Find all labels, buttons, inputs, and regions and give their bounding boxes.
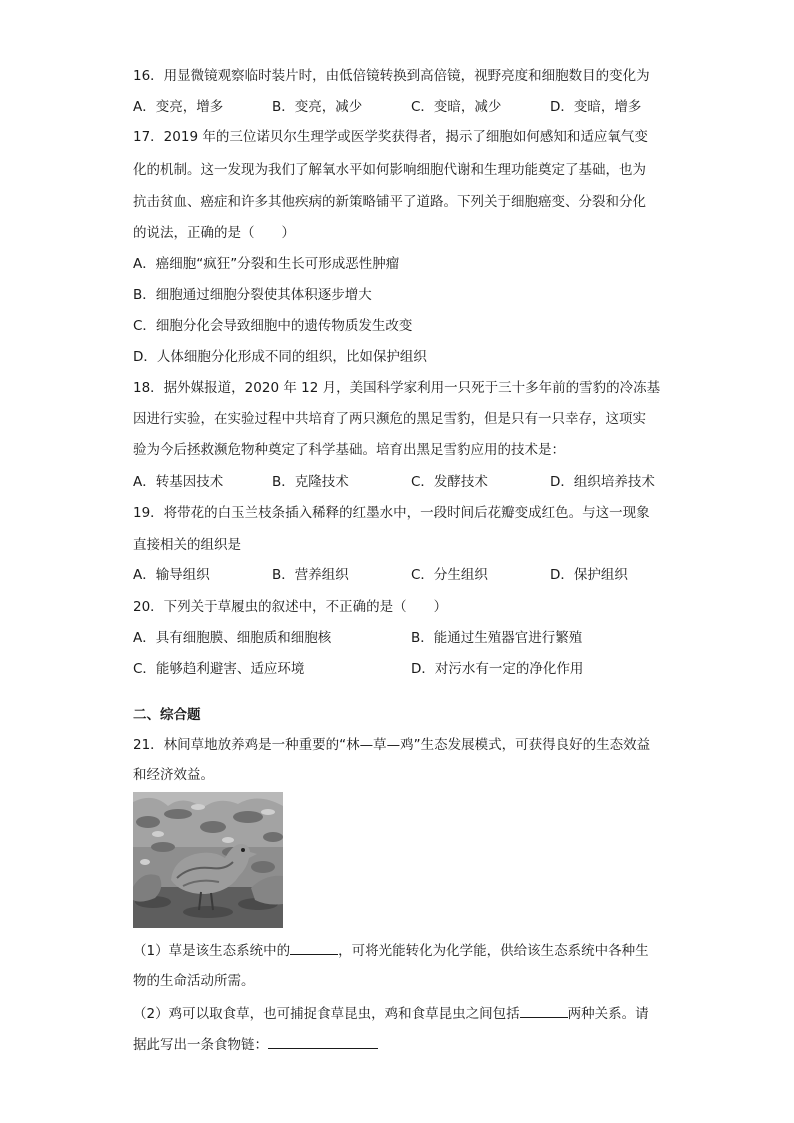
q20-option-a: A．具有细胞膜、细胞质和细胞核 (133, 630, 332, 646)
q17-option-d: D．人体细胞分化形成不同的组织，比如保护组织 (133, 349, 427, 365)
q17-option-c: C．细胞分化会导致细胞中的遗传物质发生改变 (133, 318, 413, 334)
q17-option-b: B．细胞通过细胞分裂使其体积逐步增大 (133, 287, 372, 303)
q18-option-d: D．组织培养技术 (550, 474, 655, 490)
q21-stem-line-1: 21．林间草地放养鸡是一种重要的“林—草—鸡”生态发展模式，可获得良好的生态效益 (133, 737, 651, 753)
q21-sub2-line2-text: 据此写出一条食物链： (133, 1037, 268, 1053)
q21-sub2-line-1 (133, 1003, 649, 1024)
q16-option-c: C．变暗，减少 (411, 99, 502, 115)
q20-stem: 20．下列关于草履虫的叙述中，不正确的是（ ） (133, 599, 448, 615)
q17-stem-line-1: 17．2019 年的三位诺贝尔生理学或医学奖获得者，揭示了细胞如何感知和适应氧气变 (133, 129, 648, 145)
q18-stem-line-1: 18．据外媒报道，2020 年 12 月，美国科学家利用一只死于三十多年前的雪豹的冷冻基 (133, 380, 661, 396)
q18-stem-line-2: 因进行实验，在实验过程中共培育了两只濒危的黑足雪豹，但是只有一只幸存，这项实 (133, 411, 646, 427)
q20-option-d: D．对污水有一定的净化作用 (411, 661, 584, 677)
q17-option-a: A．癌细胞“疯狂”分裂和生长可形成恶性肿瘤 (133, 256, 400, 272)
q17-stem-line-4: 的说法，正确的是（ ） (133, 225, 295, 241)
q16-stem: 16．用显微镜观察临时装片时，由低倍镜转换到高倍镜，视野亮度和细胞数目的变化为 (133, 68, 650, 84)
q21-sub1-before: （1）草是该生态系统中的 (133, 943, 291, 959)
q21-sub2-before: （2）鸡可以取食草，也可捕捉食草昆虫，鸡和食草昆虫之间包括 (133, 1006, 520, 1022)
q21-sub1-line-1 (133, 940, 649, 961)
q19-stem-line-2: 直接相关的组织是 (133, 537, 241, 553)
q16-option-d: D．变暗，增多 (550, 99, 642, 115)
q21-sub1-answer-blank[interactable] (290, 940, 338, 955)
q17-stem-line-3: 抗击贫血、癌症和许多其他疾病的新策略铺平了道路。下列关于细胞癌变、分裂和分化 (133, 194, 646, 210)
q19-option-b: B．营养组织 (272, 567, 349, 583)
section-heading: 二、综合题 (133, 707, 201, 723)
q18-option-b: B．克隆技术 (272, 474, 349, 490)
chicken-photo (133, 792, 283, 928)
q17-stem-line-2: 化的机制。这一发现为我们了解氧水平如何影响细胞代谢和生理功能奠定了基础，也为 (133, 162, 646, 178)
q21-stem-line-2: 和经济效益。 (133, 767, 214, 783)
q21-sub1-line-2: 物的生命活动所需。 (133, 973, 255, 989)
q20-option-b: B．能通过生殖器官进行繁殖 (411, 630, 583, 646)
q19-stem-line-1: 19．将带花的白玉兰枝条插入稀释的红墨水中，一段时间后花瓣变成红色。与这一现象 (133, 505, 650, 521)
q21-sub1-after: ，可将光能转化为化学能，供给该生态系统中各种生 (338, 943, 649, 959)
q21-food-chain-blank[interactable] (268, 1034, 378, 1049)
q20-option-c: C．能够趋利避害、适应环境 (133, 661, 305, 677)
q19-option-d: D．保护组织 (550, 567, 628, 583)
q21-sub2-answer-blank[interactable] (520, 1003, 568, 1018)
q19-option-c: C．分生组织 (411, 567, 488, 583)
q16-option-b: B．变亮，减少 (272, 99, 363, 115)
q18-option-c: C．发酵技术 (411, 474, 488, 490)
q16-option-a: A．变亮，增多 (133, 99, 224, 115)
q21-sub2-after: 两种关系。请 (567, 1006, 649, 1022)
q21-sub2-line-2 (133, 1034, 378, 1055)
q18-stem-line-3: 验为今后拯救濒危物种奠定了科学基础。培育出黑足雪豹应用的技术是： (133, 442, 565, 458)
q19-option-a: A．输导组织 (133, 567, 210, 583)
q18-option-a: A．转基因技术 (133, 474, 224, 490)
